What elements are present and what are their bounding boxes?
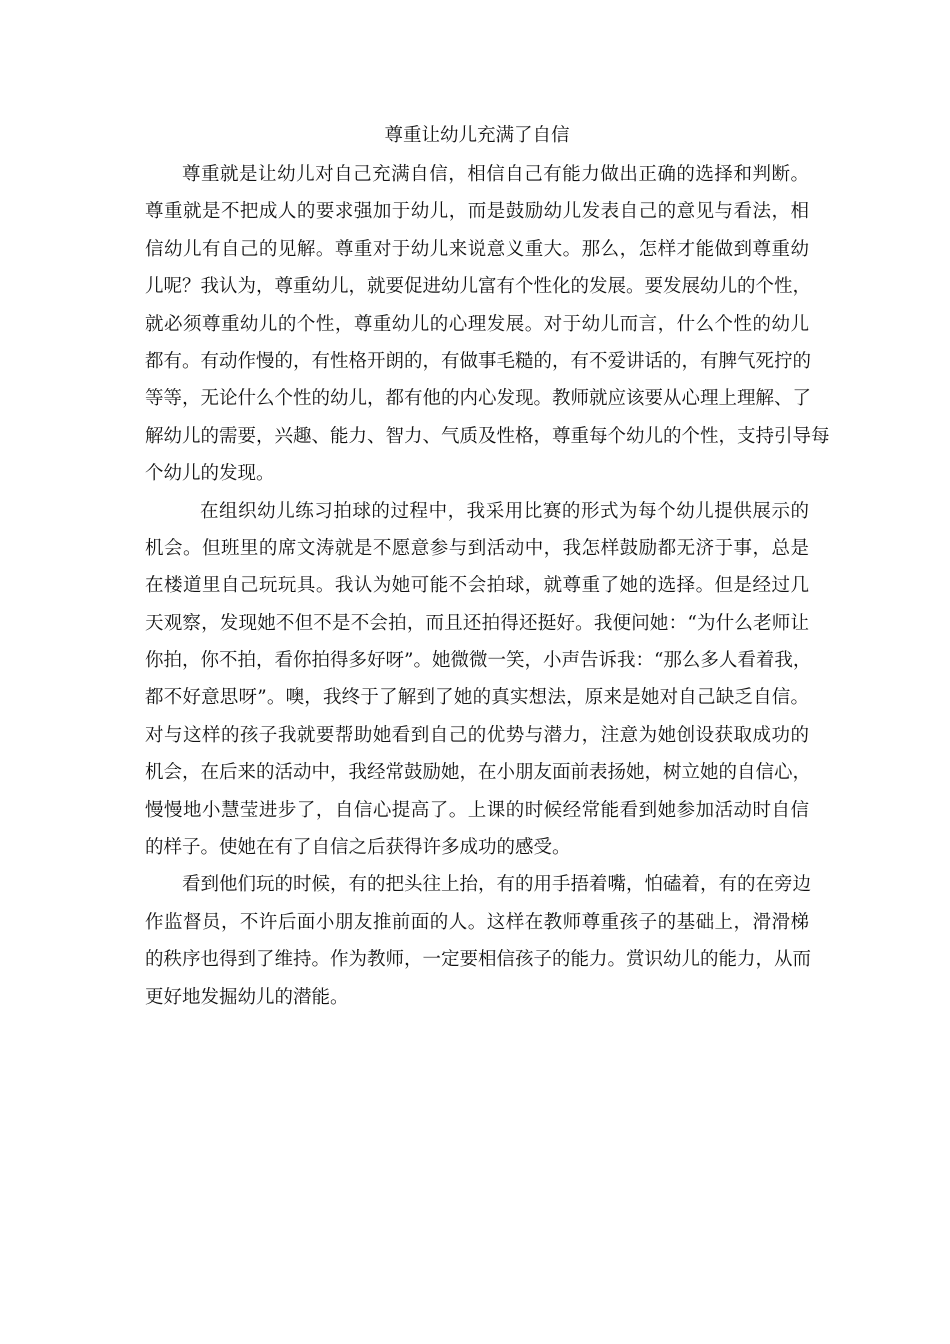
- paragraph-1: [145, 156, 830, 493]
- paragraph-line: 尊重就是让幼儿对自己充满自信，相信自己有能力做出正确的选择和判断。: [182, 164, 809, 185]
- paragraph-line: 在组织幼儿练习拍球的过程中，我采用比赛的形式为每个幼儿提供展示的: [200, 500, 809, 522]
- paragraph-line: 的样子。使她在有了自信之后获得许多成功的感受。: [145, 837, 571, 859]
- paragraph-line: 机会，在后来的活动中，我经常鼓励她，在小朋友面前表扬她，树立她的自信心，: [145, 762, 812, 784]
- paragraph-2: [145, 493, 812, 867]
- paragraph-line: 更好地发掘幼儿的潜能。: [145, 986, 349, 1008]
- paragraph-line: 的秩序也得到了维持。作为教师，一定要相信孩子的能力。赏识幼儿的能力，从而: [145, 949, 812, 971]
- paragraph-line: 在楼道里自己玩玩具。我认为她可能不会拍球，就尊重了她的选择。但是经过几: [145, 575, 809, 597]
- paragraph-line: 等等，无论什么个性的幼儿，都有他的内心发现。教师就应该要从心理上理解、了: [145, 388, 812, 410]
- paragraph-line: 都有。有动作慢的，有性格开朗的，有做事毛糙的，有不爱讲话的，有脾气死拧的: [145, 350, 812, 372]
- document-page: [145, 116, 830, 1016]
- paragraph-line: 机会。但班里的席文涛就是不愿意参与到活动中，我怎样鼓励都无济于事，总是: [145, 537, 809, 559]
- paragraph-line: 天观察，发现她不但不是不会拍，而且还拍得还挺好。我便问她：“为什么老师让: [145, 612, 809, 634]
- paragraph-line: 儿呢？我认为，尊重幼儿，就要促进幼儿富有个性化的发展。要发展幼儿的个性，: [145, 276, 812, 298]
- paragraph-line: 解幼儿的需要，兴趣、能力、智力、气质及性格，尊重每个幼儿的个性，支持引导每: [145, 425, 830, 447]
- paragraph-line: 信幼儿有自己的见解。尊重对于幼儿来说意义重大。那么，怎样才能做到尊重幼: [145, 238, 809, 260]
- paragraph-line: 你拍，你不拍，看你拍得多好呀”。她微微一笑，小声告诉我：“那么多人看着我，: [145, 650, 812, 672]
- document-title: 尊重让幼儿充满了自信: [384, 125, 570, 146]
- paragraph-line: 尊重就是不把成人的要求强加于幼儿，而是鼓励幼儿发表自己的意见与看法，相: [145, 201, 809, 223]
- paragraph-line: 作监督员，不许后面小朋友推前面的人。这样在教师尊重孩子的基础上，滑滑梯: [145, 911, 809, 933]
- paragraph-line: 个幼儿的发现。: [145, 463, 275, 485]
- paragraph-3: [145, 866, 812, 1016]
- paragraph-line: 看到他们玩的时候，有的把头往上抬，有的用手捂着嘴，怕磕着，有的在旁边: [182, 874, 812, 896]
- paragraph-line: 慢慢地小慧莹进步了，自信心提高了。上课的时候经常能看到她参加活动时自信: [145, 799, 809, 821]
- paragraph-line: 都不好意思呀”。噢，我终于了解到了她的真实想法，原来是她对自己缺乏自信。: [145, 687, 809, 709]
- paragraph-line: 对与这样的孩子我就要帮助她看到自己的优势与潜力，注意为她创设获取成功的: [145, 724, 809, 746]
- paragraph-line: 就必须尊重幼儿的个性，尊重幼儿的心理发展。对于幼儿而言，什么个性的幼儿: [145, 313, 809, 335]
